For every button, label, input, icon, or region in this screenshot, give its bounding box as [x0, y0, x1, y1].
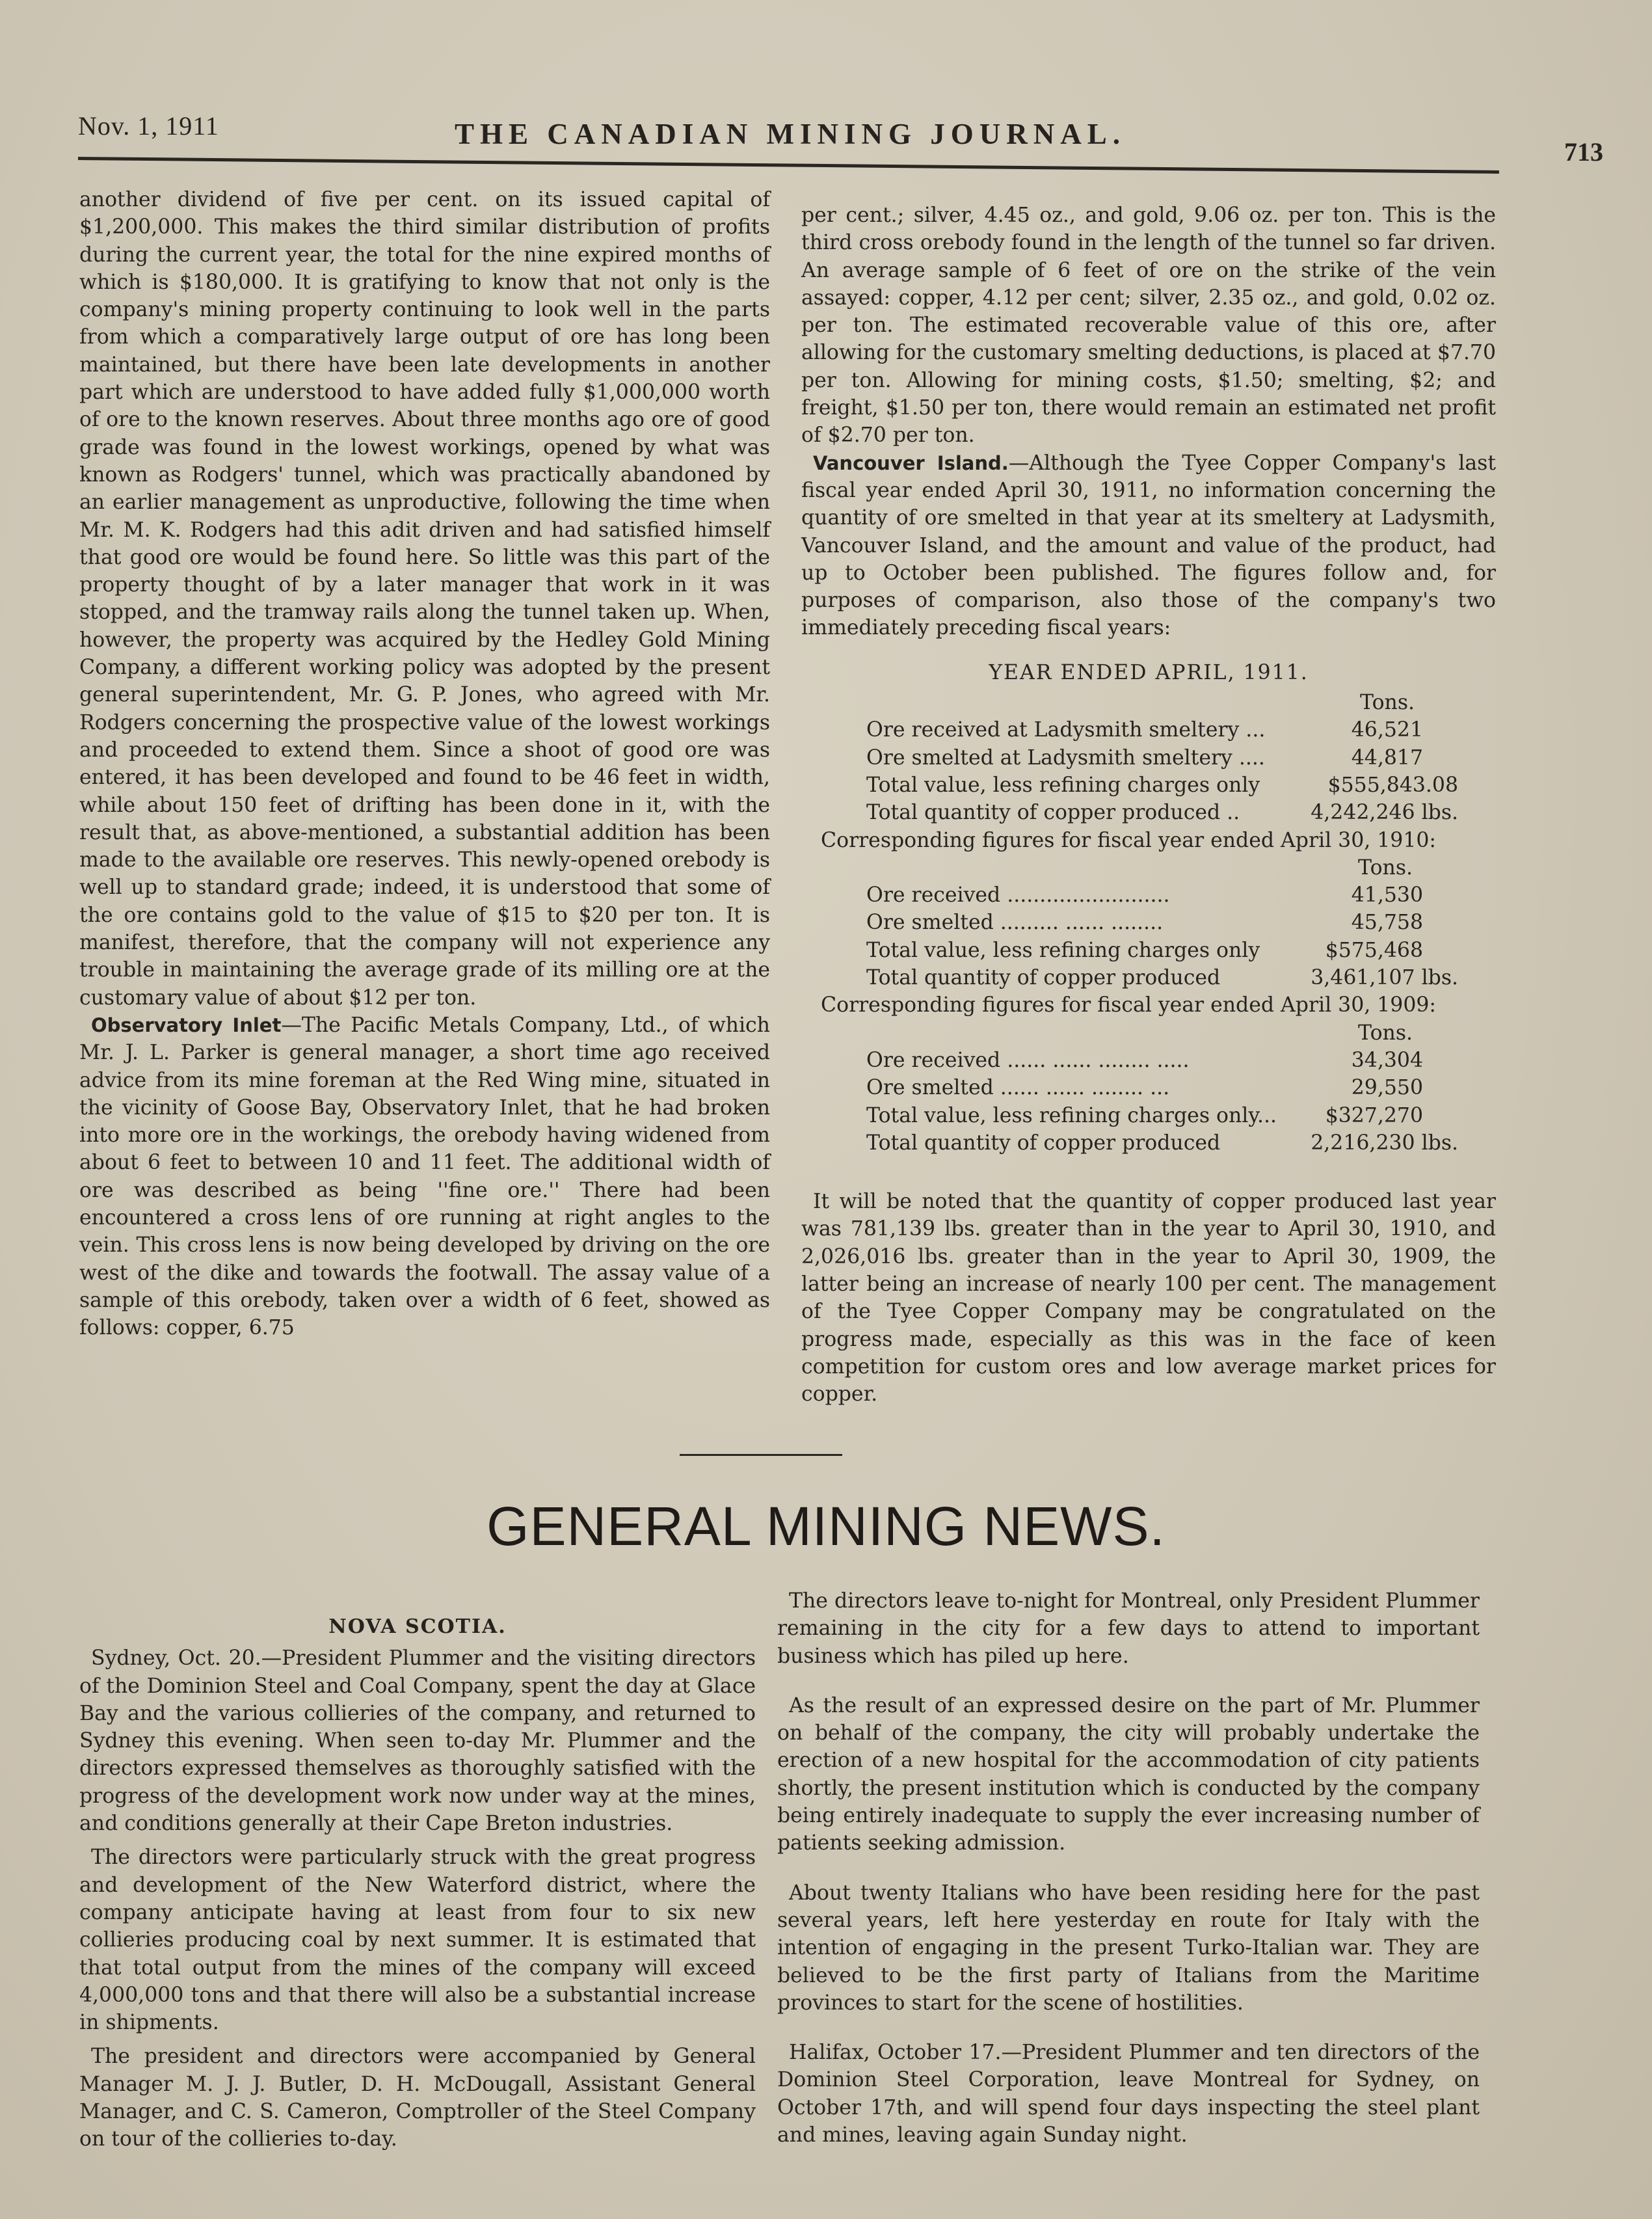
row-label: Ore smelted at Ladysmith smeltery ....	[866, 746, 1265, 770]
issue-date: Nov. 1, 1911	[78, 111, 219, 141]
news-paragraph: Halifax, October 17.—President Plummer and ten directors of the Dominion Steel Corporation, leave Montreal for Sydney, on October 17th, and will spend four days inspecting the steel plant and mines, leaving again Sunday night.	[777, 2041, 1480, 2147]
subheading-1909: Corresponding figures for fiscal year ended April 30, 1909:	[821, 993, 1437, 1017]
row-label: Ore smelted ...... ...... ........ ...	[866, 1076, 1170, 1100]
row-value: 2,216,230 lbs.	[1311, 1131, 1458, 1155]
row-label: Total value, less refining charges only...	[866, 1103, 1277, 1127]
table-row	[801, 716, 1496, 744]
running-header	[78, 104, 1603, 167]
assay-paragraph: per cent.; silver, 4.45 oz., and gold, 9.06 oz. per ton. This is the third cross orebody found in the length of the tunnel so far driven. An average sample of 6 feet of ore on the strike of the vein assayed: copper, 4.12 per cent; silver, 2.35 oz., and gold, 0.02 oz. per ton. The estimated recoverable value of this ore, after allowing for the customary smelting deductions, is placed at $7.70 per ton. Allowing for mining costs, $1.50; smelting, $2; and freight, $1.50 per ton, there would remain an estimated net profit of $2.70 per ton.	[801, 204, 1496, 448]
table-row	[801, 799, 1496, 826]
section-divider	[680, 1454, 842, 1456]
vancouver-island-heading: Vancouver Island.	[813, 451, 1009, 474]
row-label: Ore smelted ......... ...... ........	[866, 911, 1164, 935]
table-row	[801, 881, 1496, 909]
news-paragraph: About twenty Italians who have been residing here for the past several years, left here yesterday en route for Italy with the intention of engaging in the present Turko-Italian war. They are believed to be the first party of Italians from the Maritime provinces to start for the scene of hostilities.	[777, 1881, 1480, 2015]
row-value: 4,242,246 lbs.	[1311, 801, 1458, 825]
row-value: $575,468	[1325, 938, 1423, 962]
row-value: $555,843.08	[1327, 773, 1458, 797]
table-row	[801, 772, 1496, 799]
section-heading-nova-scotia: NOVA SCOTIA.	[328, 1615, 507, 1638]
table-row	[801, 1129, 1496, 1157]
tons-heading: Tons.	[1358, 1021, 1413, 1045]
table-row	[801, 1047, 1496, 1074]
news-left-column	[79, 1613, 756, 2153]
row-label: Total value, less refining charges only	[866, 938, 1260, 962]
news-paragraph: Sydney, Oct. 20.—President Plummer and the visiting directors of the Dominion Steel and Coal Company, spent the day at Glace Bay and the various collieries of the company, and returned to Sydney this evening. When seen to-day Mr. Plummer and the directors expressed themselves as thoroughly satisfied with the progress of the development work now under way at the mines, and conditions generally at their Cape Breton industries.	[79, 1647, 756, 1836]
tons-heading: Tons.	[1358, 855, 1413, 880]
production-table	[801, 659, 1496, 1157]
tons-heading: Tons.	[1360, 691, 1415, 715]
news-paragraph: As the result of an expressed desire on the part of Mr. Plummer on behalf of the company, the city will probably undertake the erection of a new hospital for the accommodation of city patients shortly, the present institution which is conducted by the company being entirely inadequate to supply the ever increasing number of patients seeking admission.	[777, 1693, 1480, 1855]
table-row	[801, 1074, 1496, 1101]
row-value: 29,550	[1351, 1076, 1423, 1100]
vancouver-island-paragraph	[801, 450, 1496, 642]
row-value: 46,521	[1351, 718, 1423, 742]
table-row	[801, 1102, 1496, 1129]
row-label: Total quantity of copper produced	[866, 966, 1221, 990]
journal-title: THE CANADIAN MINING JOURNAL.	[454, 118, 1126, 150]
table-row	[801, 689, 1496, 716]
observatory-inlet-heading: Observatory Inlet	[91, 1014, 282, 1036]
table-row	[801, 991, 1496, 1019]
row-label: Total quantity of copper produced ..	[866, 801, 1240, 825]
table-row	[801, 909, 1496, 936]
news-paragraph: The directors leave to-night for Montreal, only President Plummer remaining in the city for a few days to attend to important business which has piled up here.	[777, 1589, 1480, 1668]
row-label: Total value, less refining charges only	[866, 773, 1260, 797]
table-row	[801, 1019, 1496, 1047]
row-value: 44,817	[1351, 746, 1423, 770]
hedley-paragraph: another dividend of five per cent. on its issued capital of $1,200,000. This makes the third similar distribution of profits during the current year, the total for the nine expired months of which is $180,000. It is gratifying to know that not only is the company's mining property continuing to look well in the parts from which a comparatively large output of ore has long been maintained, but there have been late developments in another part which are understood to have added fully $1,000,000 worth of ore to the known reserves. About three months ago ore of good grade was found in the lowest workings, opened by what was known as Rodgers' tunnel, which was practically abandoned by an earlier management as unproductive, following the time when Mr. M. K. Rodgers had this adit driven and had satisfied himself that good ore would be found here. So little was this part of the property thought of by a later manager that work in it was stopped, and the tramway rails along the tunnel taken up. When, however, the property was acquired by the Hedley Gold Mining Company, a different working policy was adopted by the present general superintendent, Mr. G. P. Jones, who agreed with Mr. Rodgers concerning the prospective value of the lowest workings and proceeded to extend them. Since a shoot of good ore was entered, it has been developed and found to be 46 feet in width, while about 150 feet of drifting has been done in it, with the result that, as above-mentioned, a substantial addition has been made to the available ore reserves. This newly-opened orebody is well up to standard grade; indeed, it is understood that some of the ore contains gold to the value of $15 to $20 per ton. It is manifest, therefore, that the company will not experience any trouble in maintaining the average grade of its milling ore at the customary value of about $12 per ton.	[79, 188, 770, 1010]
news-paragraph: The directors were particularly struck with the great progress and development of the New Waterford district, where the company anticipate having at least from four to six new collieries producing coal by next summer. It is estimated that that total output from the mines of the company will exceed 4,000,000 tons and that there will also be a substantial increase in shipments.	[79, 1846, 756, 2035]
table-row	[801, 827, 1496, 854]
row-value: $327,270	[1325, 1103, 1423, 1127]
row-value: 41,530	[1351, 883, 1423, 908]
table-row	[801, 964, 1496, 991]
row-value: 3,461,107 lbs.	[1311, 966, 1458, 990]
news-right-column	[777, 1587, 1480, 2171]
row-label: Ore received .........................	[866, 883, 1170, 908]
left-column	[79, 186, 770, 1341]
row-value: 34,304	[1351, 1048, 1423, 1072]
row-label: Ore received at Ladysmith smeltery ...	[866, 718, 1266, 742]
row-label: Total quantity of copper produced	[866, 1131, 1221, 1155]
observatory-inlet-paragraph	[79, 1012, 770, 1342]
observatory-inlet-text: —The Pacific Metals Company, Ltd., of which Mr. J. L. Parker is general manager, a short time ago received advice from its mine foreman at the Red Wing mine, situated in the vicinity of Goose Bay, Observatory Inlet, that he had broken into more ore in the workings, the orebody having widened from about 6 feet to between 10 and 11 feet. The additional width of ore was described as being ''fine ore.'' There had been encountered a cross lens of ore running at right angles to the vein. This cross lens is now being developed by driving on the ore west of the dike and towards the footwall. The assay value of a sample of this orebody, taken over a width of 6 feet, showed as follows: copper, 6.75	[79, 1013, 770, 1340]
tyee-summary-paragraph: It will be noted that the quantity of copper produced last year was 781,139 lbs. greater than in the year to April 30, 1910, and 2,026,016 lbs. greater than in the year to April 30, 1909, the latter being an increase of nearly 100 per cent. The management of the Tyee Copper Company may be congratulated on the progress made, especially as this was in the face of keen competition for custom ores and low average market prices for copper.	[801, 1190, 1496, 1406]
section-headline: GENERAL MINING NEWS.	[486, 1496, 1166, 1557]
table-row	[801, 744, 1496, 772]
news-paragraph: The president and directors were accompanied by General Manager M. J. J. Butler, D. H. McDougall, Assistant General Manager, and C. S. Cameron, Comptroller of the Steel Company on tour of the collieries to-day.	[79, 2045, 756, 2151]
table-row	[801, 937, 1496, 964]
row-value: 45,758	[1351, 911, 1423, 935]
vancouver-island-text: —Although the Tyee Copper Company's last fiscal year ended April 30, 1911, no information concerning the quantity of ore smelted in that year at its smeltery at Ladysmith, Vancouver Island, and the amount and value of the product, had up to October been published. The figures follow and, for purposes of comparison, also those of the company's two immediately preceding fiscal years:	[801, 451, 1496, 640]
table-title: YEAR ENDED APRIL, 1911.	[989, 660, 1309, 684]
table-row	[801, 854, 1496, 881]
row-label: Ore received ...... ...... ........ .....	[866, 1048, 1190, 1072]
subheading-1910: Corresponding figures for fiscal year ended April 30, 1910:	[821, 828, 1437, 852]
right-column	[801, 202, 1496, 1408]
page-number: 713	[1564, 137, 1603, 167]
